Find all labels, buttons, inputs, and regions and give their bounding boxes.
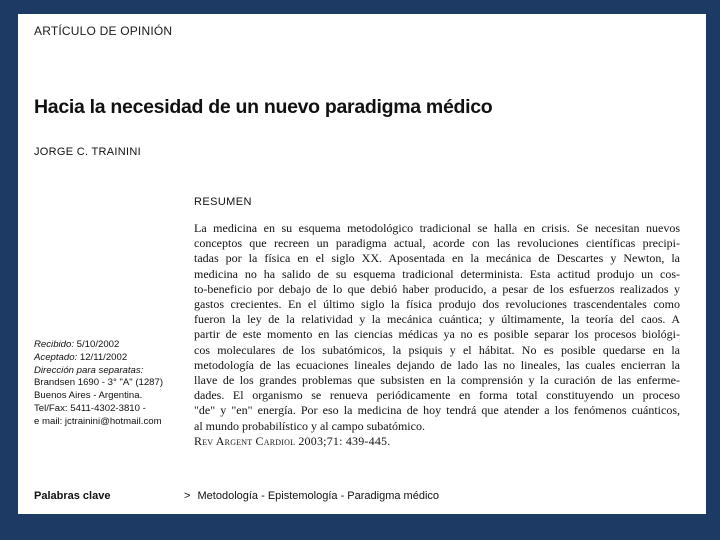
received-date: 5/10/2002 [76,339,120,350]
address-line: Buenos Aires - Argentina. [34,390,143,402]
abstract-line: conceptos que recreen un paradigma actual, acorde con las revoluciones científicas precipi- [194,236,680,251]
accepted-label: Aceptado: [34,351,78,363]
received-label: Recibido: [34,339,74,350]
abstract-body [194,221,680,449]
abstract-line: to-beneficio por debajo de lo que debió haber producido, a pesar de los esfuerzos realizados y [194,281,680,296]
address-label: Dirección para separatas: [34,364,144,376]
email-line: e mail: jctrainini@hotmail.com [34,415,162,427]
article-page [18,14,706,514]
abstract-line: al mundo probabilístico y al campo subatómico. [194,418,425,433]
accepted-row [34,352,184,365]
abstract-line: tadas por la física en el siglo XX. Aposentada en la mecánica de Descartes y Newton, la [194,251,680,266]
abstract-line: dades. El organismo se renueva periódicamente en forma total constituyendo un proceso [194,388,680,403]
author-name: JORGE C. TRAININI [34,146,141,158]
abstract-line: "de" y "en" energía. Por eso la medicina de hoy tendrá que atender a los fenómenos cuánticos, [194,403,680,418]
abstract-line: cos moleculares de los subatómicos, la psiquis y el hábitat. No es posible quedarse en la [194,342,680,357]
article-metadata [34,339,184,429]
abstract-line: La medicina en su esquema metodológico tradicional se halla en crisis. Se necesitan nuevos [194,221,680,235]
journal-citation: Rev Argent Cardiol 2003;71: 439-445. [194,433,391,448]
abstract-line: partir de este momento en las ciencias médicas ya no es posible separar los procesos biológi- [194,327,680,342]
received-row [34,339,184,352]
arrow-icon: > [184,490,191,502]
abstract-line: fueron la ley de la relatividad y la mecánica cuántica; y últimamente, la teoría del caos. A [194,312,680,327]
keywords-label: Palabras clave [34,490,111,502]
keywords [184,490,439,502]
accepted-date: 12/11/2002 [79,351,128,363]
keywords-text: Metodología - Epistemología - Paradigma médico [197,490,440,502]
article-title: Hacia la necesidad de un nuevo paradigma médico [34,96,493,118]
address-line: Tel/Fax: 5411-4302-3810 - [34,402,146,414]
address-line: Brandsen 1690 - 3° "A" (1287) [34,377,164,389]
abstract-line: metodología de las ecuaciones lineales dejando de lado las no lineales, las cuales encierran la [194,357,680,372]
abstract-line: llave de los grandes problemas que subsisten en la comprensión y la curación de las enferme- [194,373,680,388]
abstract-heading: RESUMEN [194,196,252,208]
abstract-line: medicina no ha salido de su esquema tradicional determinista. Esta actitud produjo un cos- [194,266,680,281]
abstract-line: gastos crecientes. En el último siglo la física produjo dos revoluciones trascendentales como [194,297,680,312]
section-label: ARTÍCULO DE OPINIÓN [34,24,173,38]
